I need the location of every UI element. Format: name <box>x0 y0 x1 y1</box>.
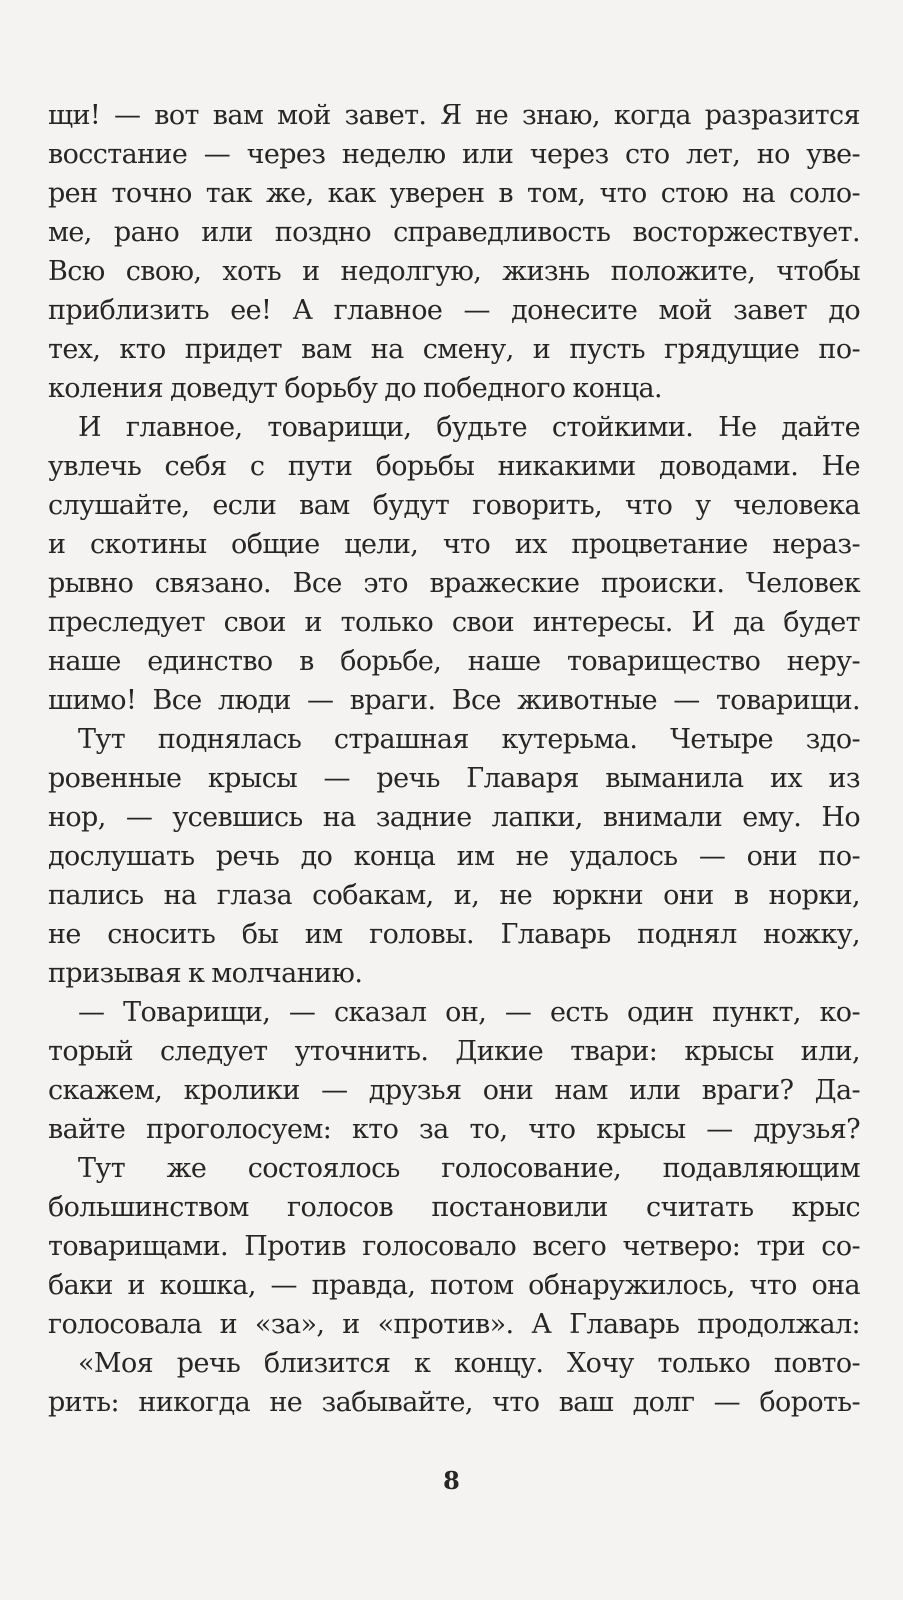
text-line: баки и кошка, — правда, потом обнаружилось, что она <box>48 1270 860 1301</box>
text-line: — Товарищи, — сказал он, — есть один пункт, ко- <box>78 997 860 1028</box>
text-line: Тут поднялась страшная кутерьма. Четыре здо- <box>78 724 860 755</box>
text-line: нор, — усевшись на задние лапки, внимали ему. Но <box>48 802 860 833</box>
text-line: слушайте, если вам будут говорить, что у человека <box>48 490 860 521</box>
text-line: рен точно так же, как уверен в том, что стою на соло- <box>48 178 860 209</box>
text-line: «Моя речь близится к концу. Хочу только повто- <box>78 1348 860 1379</box>
text-line: И главное, товарищи, будьте стойкими. Не дайте <box>78 412 860 443</box>
text-line: скажем, кролики — друзья они нам или враги? Да- <box>48 1075 860 1106</box>
text-line: шимо! Все люди — враги. Все животные — товарищи. <box>48 685 860 716</box>
text-line: не сносить бы им головы. Главарь поднял ножку, <box>48 919 860 950</box>
text-line: тех, кто придет вам на смену, и пусть грядущие по- <box>48 334 860 365</box>
text-line: призывая к молчанию. <box>48 958 363 989</box>
text-line: ме, рано или поздно справедливость восторжествует. <box>48 217 860 248</box>
text-line: голосовала и «за», и «против». А Главарь продолжал: <box>48 1309 860 1340</box>
text-line: торый следует уточнить. Дикие твари: крысы или, <box>48 1036 860 1067</box>
text-line: Всю свою, хоть и недолгую, жизнь положите, чтобы <box>48 256 860 287</box>
text-line: пались на глаза собакам, и, не юркни они в норки, <box>48 880 860 911</box>
text-line: и скотины общие цели, что их процветание нераз- <box>48 529 860 560</box>
text-line: дослушать речь до конца им не удалось — они по- <box>48 841 860 872</box>
body-text <box>48 96 860 1422</box>
text-line: товарищами. Против голосовало всего четверо: три со- <box>48 1231 860 1262</box>
text-line: вайте проголосуем: кто за то, что крысы — друзья? <box>48 1114 860 1145</box>
text-line: увлечь себя с пути борьбы никакими доводами. Не <box>48 451 860 482</box>
text-line: восстание — через неделю или через сто лет, но уве- <box>48 139 860 170</box>
text-line: коления доведут борьбу до победного конца. <box>48 373 662 404</box>
text-line: рывно связано. Все это вражеские происки. Человек <box>48 568 860 599</box>
text-line: большинством голосов постановили считать крыс <box>48 1192 860 1223</box>
text-line: приблизить ее! А главное — донесите мой завет до <box>48 295 860 326</box>
page-number: 8 <box>443 1466 460 1495</box>
text-line: Тут же состоялось голосование, подавляющим <box>78 1153 860 1184</box>
text-line: рить: никогда не забывайте, что ваш долг — бороть- <box>48 1387 860 1418</box>
text-line: ровенные крысы — речь Главаря выманила их из <box>48 763 860 794</box>
text-line: щи! — вот вам мой завет. Я не знаю, когда разразится <box>48 100 860 131</box>
text-line: наше единство в борьбе, наше товарищество неру- <box>48 646 860 677</box>
text-line: преследует свои и только свои интересы. И да будет <box>48 607 860 638</box>
